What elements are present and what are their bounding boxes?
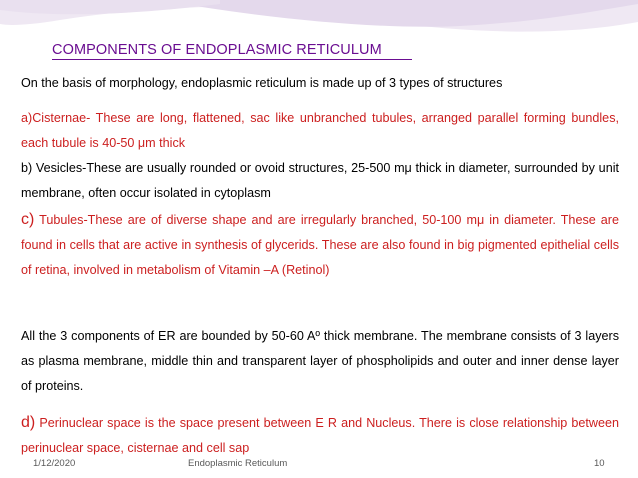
footer-page-number: 10 [594, 458, 605, 469]
cisternae-paragraph: a)Cisternae- These are long, flattened, sac like unbranched tubules, arranged parallel forming bundles, each tubule is 40-50 μm thick [21, 111, 619, 150]
perinuclear-text: Perinuclear space is the space present between E R and Nucleus. There is close relationship between perinuclear space, cisternae and cell sap [21, 416, 619, 455]
tubules-text: Tubules-These are of diverse shape and are irregularly branched, 50-100 mμ in diameter. These are found in cells that are active in synthesis of glycerids. These are also found in big pigmented epithelial cells of retina, involved in metabolism of Vitamin –A (Retinol) [21, 213, 619, 277]
footer-topic: Endoplasmic Reticulum [188, 458, 288, 469]
tubules-paragraph [21, 207, 619, 283]
perinuclear-paragraph [21, 410, 619, 461]
vesicles-paragraph: b) Vesicles-These are usually rounded or ovoid structures, 25-500 mμ thick in diameter, surrounded by unit membrane, often occur isolated in cytoplasm [21, 161, 619, 200]
footer-date: 1/12/2020 [33, 458, 76, 469]
title-underline [52, 59, 412, 60]
slide-title: COMPONENTS OF ENDOPLASMIC RETICULUM [52, 42, 382, 58]
intro-paragraph: On the basis of morphology, endoplasmic reticulum is made up of 3 types of structures [21, 76, 503, 90]
tubules-marker: c) [21, 211, 35, 228]
perinuclear-marker: d) [21, 414, 36, 431]
membrane-paragraph: All the 3 components of ER are bounded by 50-60 Aº thick membrane. The membrane consists of 3 layers as plasma membrane, middle thin and transparent layer of phospholipids and outer and inner dense layer of proteins. [21, 329, 619, 393]
